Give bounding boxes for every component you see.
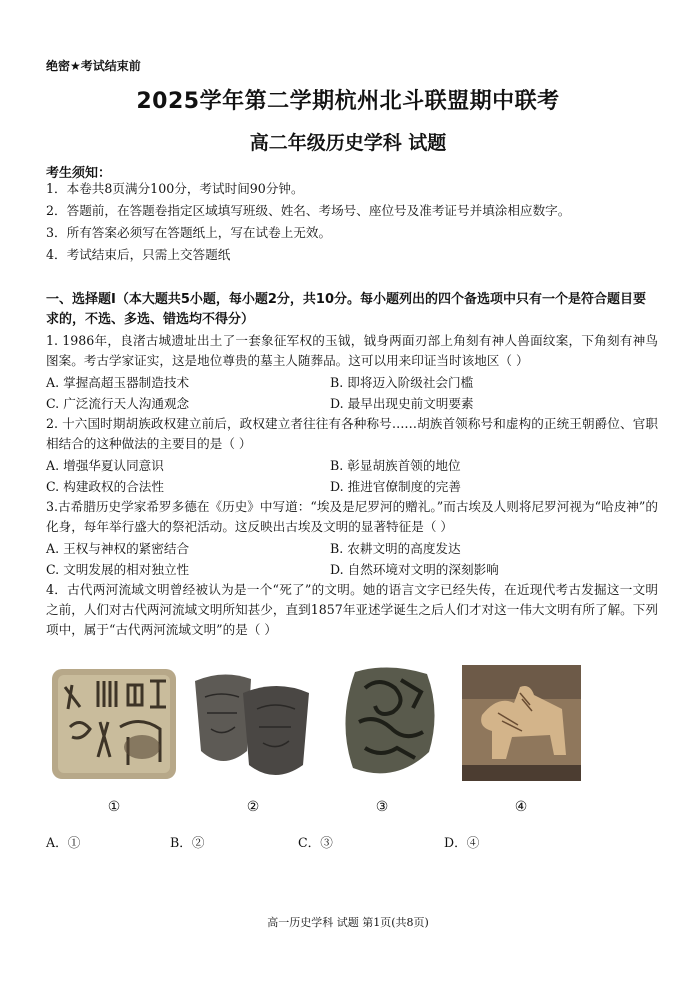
- q1-option-a: A. 掌握高超玉器制造技术: [46, 375, 190, 390]
- carved-jade-image: [335, 662, 443, 784]
- q4-option-c: C．③: [298, 835, 333, 850]
- question-2-stem: 2. 十六国时期胡族政权建立前后，政权建立者往往有各种称号……胡族首领称号和虚构的正统王朝爵位、官职相结合的这种做法的主要目的是（ ）: [46, 416, 658, 451]
- note-item: 3．所有答案必须写在答题纸上，写在试卷上无效。: [46, 225, 332, 240]
- image-label-2: ②: [246, 799, 260, 815]
- note-item: 2．答题前，在答题卷指定区域填写班级、姓名、考场号、座位号及准考证号并填涂相应数字。: [46, 203, 571, 218]
- q3-option-c: C. 文明发展的相对独立性: [46, 562, 190, 577]
- image-label-3: ③: [375, 799, 389, 815]
- q1-option-b: B. 即将迈入阶级社会门槛: [330, 375, 474, 390]
- question-3-stem: 3.古希腊历史学家希罗多德在《历史》中写道：“埃及是尼罗河的赠礼。”而古埃及人则将尼罗河视为“哈皮神”的化身，每年举行盛大的祭祀活动。这反映出古埃及文明的显著特征是（ ）: [46, 499, 658, 534]
- q3-option-b: B. 农耕文明的高度发达: [330, 541, 461, 556]
- image-label-1: ①: [107, 799, 121, 815]
- notes-heading: 考生须知：: [46, 166, 112, 181]
- section-title: 一、选择题Ⅰ（本大题共5小题，每小题2分，共10分。每小题列出的四个备选项中只有一个是符合题目要求的，不选、多选、错选均不得分）: [46, 292, 647, 327]
- q3-option-d: D. 自然环境对文明的深刻影响: [330, 562, 499, 577]
- question-1-stem: 1. 1986年，良渚古城遗址出土了一套象征军权的玉钺，钺身两面刃部上角刻有神人兽面纹案，下角刻有神鸟图案。考古学家证实，这是地位尊贵的墓主人随葬品。这可以用来印证当时该地区（ ）: [46, 333, 658, 368]
- q4-option-b: B．②: [170, 835, 205, 850]
- q2-option-c: C. 构建政权的合法性: [46, 479, 164, 494]
- image-label-4: ④: [514, 799, 528, 815]
- q2-option-b: B. 彰显胡族首领的地位: [330, 458, 461, 473]
- note-item: 4．考试结束后，只需上交答题纸: [46, 247, 231, 262]
- q2-option-a: A. 增强华夏认同意识: [46, 458, 164, 473]
- q3-option-a: A. 王权与神权的紧密结合: [46, 541, 190, 556]
- page-footer: 高一历史学科 试题 第1页(共8页): [267, 916, 429, 929]
- lamassu-statue-image: [462, 665, 581, 781]
- note-item: 1．本卷共8页满分100分，考试时间90分钟。: [46, 181, 304, 196]
- q4-option-d: D．④: [444, 835, 480, 850]
- cuneiform-tablet-image: [50, 667, 178, 781]
- q4-option-a: A．①: [46, 835, 81, 850]
- confidential-mark: 绝密★考试结束前: [46, 59, 141, 73]
- q1-option-d: D. 最早出现史前文明要素: [330, 396, 474, 411]
- exam-subtitle: 高二年级历史学科 试题: [249, 132, 447, 154]
- q1-option-c: C. 广泛流行天人沟通观念: [46, 396, 190, 411]
- q2-option-d: D. 推进官僚制度的完善: [330, 479, 461, 494]
- stone-palettes-image: [187, 667, 317, 785]
- question-4-stem: 4．古代两河流域文明曾经被认为是一个“死了”的文明。她的语言文字已经失传，在近现代考古发掘这一文明之前，人们对古代两河流域文明所知甚少，直到1857年亚述学诞生之后人们才对这一伟大文明有所了解。下列项中，属于“古代两河流域文明”的是（ ）: [46, 582, 658, 637]
- exam-title: 2025学年第二学期杭州北斗联盟期中联考: [136, 89, 560, 114]
